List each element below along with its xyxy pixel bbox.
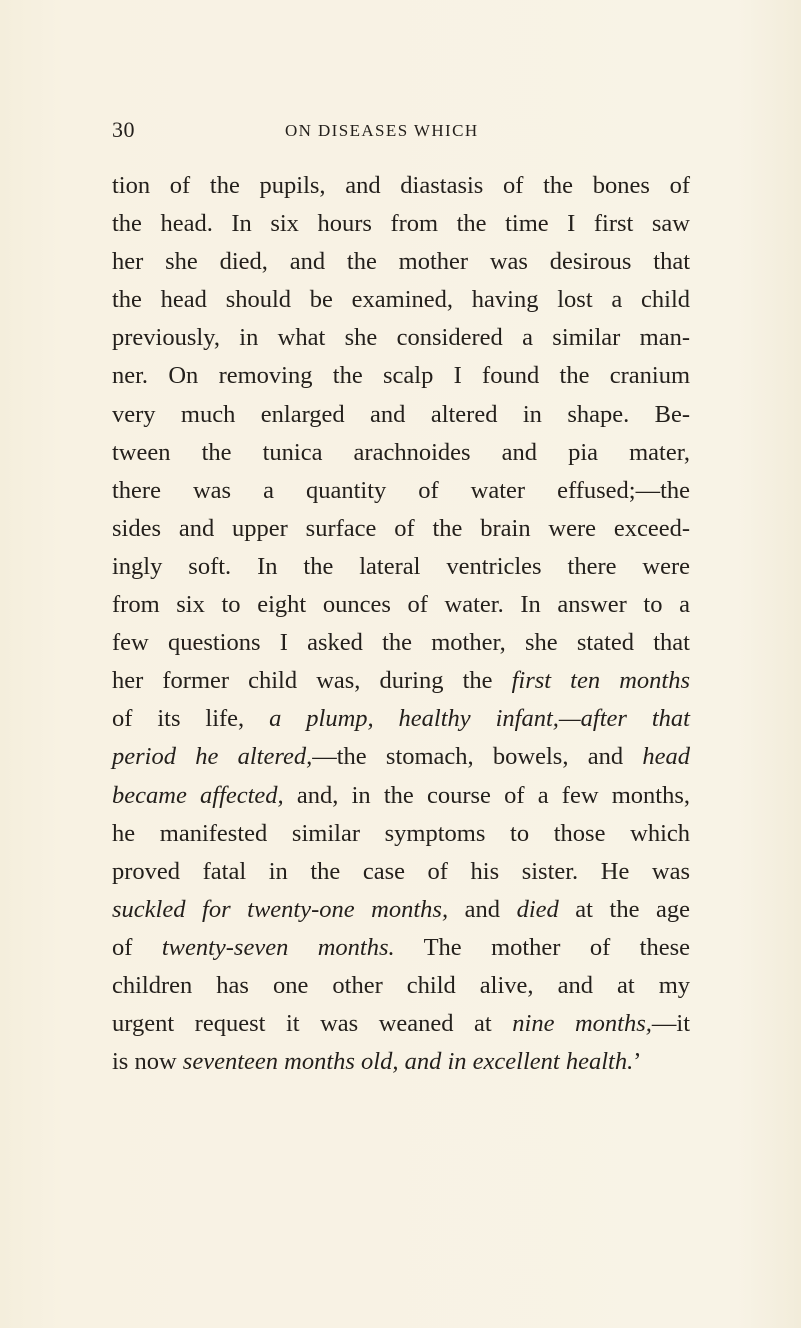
text-segment: urgent request it was weaned at — [112, 1010, 513, 1038]
text-segment: ’ — [633, 1048, 642, 1076]
text-segment: and — [448, 895, 517, 923]
italic-segment: first ten months — [511, 667, 690, 695]
text-segment: her former child was, during the — [112, 667, 512, 695]
text-line — [112, 1005, 690, 1043]
text-line — [112, 815, 690, 853]
text-segment: children has one other child alive, and at my — [112, 971, 690, 999]
text-segment: her she died, and the mother was desirous that — [112, 248, 690, 276]
italic-segment: died — [516, 895, 559, 923]
text-line — [112, 853, 690, 891]
text-segment: of its life, — [112, 705, 270, 733]
page-number: 30 — [112, 117, 135, 142]
italic-segment: suckled for twenty-one months, — [112, 895, 449, 923]
text-segment: from six to eight ounces of water. In answer to a — [112, 591, 690, 619]
text-segment: of — [112, 933, 162, 961]
italic-segment: period he altered, — [112, 743, 313, 771]
text-segment: —it — [651, 1010, 691, 1038]
text-line — [112, 396, 690, 434]
text-line — [112, 205, 690, 243]
text-line — [112, 243, 690, 281]
text-line — [112, 472, 690, 510]
text-line — [112, 929, 690, 967]
text-segment: he manifested similar symptoms to those which — [112, 819, 690, 847]
text-line — [112, 357, 690, 395]
text-segment: ingly soft. In the lateral ventricles there were — [112, 552, 690, 580]
italic-segment: head — [642, 743, 690, 771]
text-segment: there was a quantity of water effused;—the — [112, 476, 690, 504]
text-line — [112, 1043, 690, 1081]
text-line — [112, 700, 690, 738]
text-line — [112, 167, 690, 205]
italic-segment: a plump, healthy infant,—after that — [269, 705, 690, 733]
italic-segment: twenty-seven months. — [161, 933, 395, 961]
text-segment: at the age — [558, 895, 690, 923]
text-line — [112, 738, 690, 776]
running-head: ON DISEASES WHICH — [285, 121, 479, 140]
italic-segment: seventeen months old, and in excellent health. — [182, 1048, 634, 1076]
text-segment: is now — [112, 1048, 183, 1076]
text-line — [112, 319, 690, 357]
text-segment: very much enlarged and altered in shape. Be- — [112, 400, 690, 428]
text-line — [112, 281, 690, 319]
italic-segment: nine months, — [512, 1010, 652, 1038]
text-segment: —the stomach, bowels, and — [312, 743, 643, 771]
page-header — [112, 118, 692, 142]
italic-segment: became affected, — [112, 781, 284, 809]
text-segment: The mother of these — [394, 933, 690, 961]
text-segment: previously, in what she considered a similar man- — [112, 324, 690, 352]
text-line — [112, 434, 690, 472]
text-segment: the head should be examined, having lost a child — [112, 286, 690, 314]
text-segment: and, in the course of a few months, — [283, 781, 690, 809]
text-segment: tween the tunica arachnoides and pia mater, — [112, 438, 690, 466]
text-line — [112, 586, 690, 624]
text-segment: proved fatal in the case of his sister. He was — [112, 857, 690, 885]
text-segment: tion of the pupils, and diastasis of the bones of — [112, 172, 690, 199]
text-line — [112, 624, 690, 662]
text-line — [112, 662, 690, 700]
text-line — [112, 967, 690, 1005]
text-segment: sides and upper surface of the brain were exceed- — [112, 514, 690, 542]
text-line — [112, 548, 690, 586]
text-segment: ner. On removing the scalp I found the cranium — [112, 362, 690, 390]
text-line — [112, 510, 690, 548]
text-segment: few questions I asked the mother, she stated that — [112, 629, 690, 657]
body-text — [112, 167, 690, 1081]
text-segment: the head. In six hours from the time I first saw — [112, 210, 690, 238]
text-line — [112, 891, 690, 929]
text-line — [112, 777, 690, 815]
